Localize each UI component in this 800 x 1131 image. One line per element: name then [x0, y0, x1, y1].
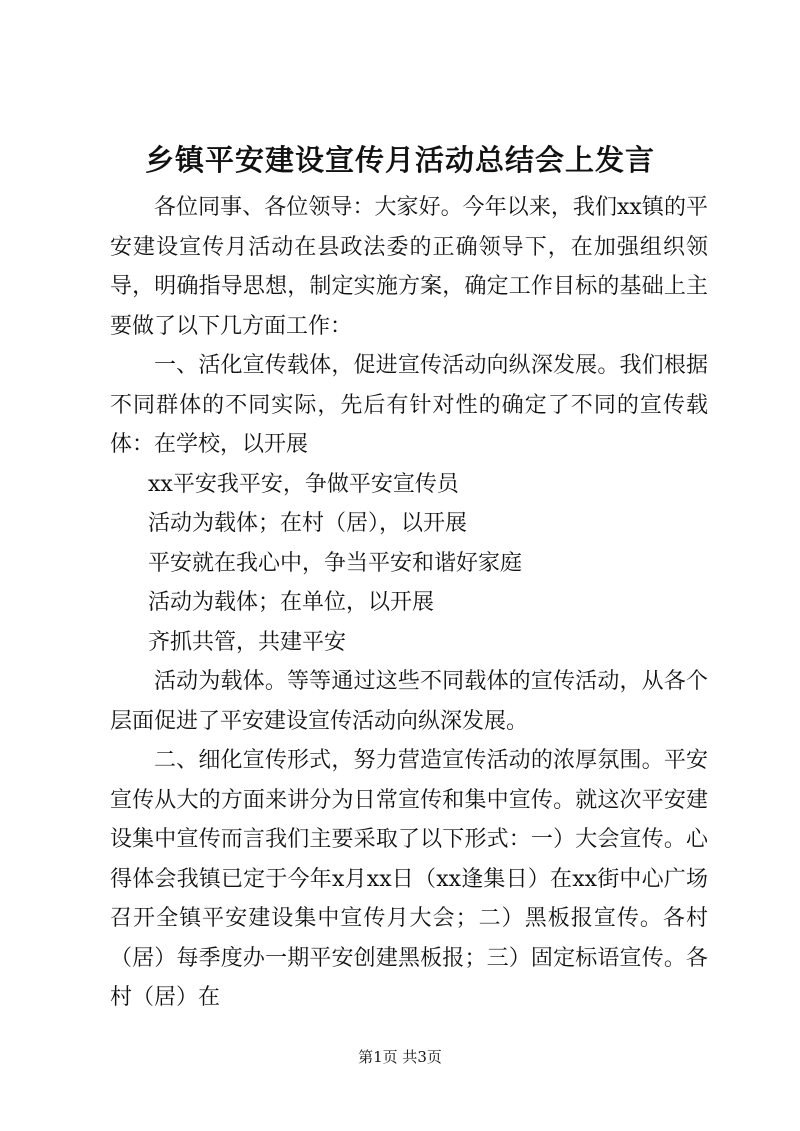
paragraph-section-one: 一、活化宣传载体，促进宣传活动向纵深发展。我们根据不同群体的不同实际，先后有针对性的确定了不同的宣传载体：在学校，以开展 [110, 353, 708, 457]
paragraph-greeting: 各位同事、各位领导：大家好。今年以来，我们xx镇的平安建设宣传月活动在县政法委的正确领导下，在加强组织领导，明确指导思想，制定实施方案，确定工作目标的基础上主要做了以下几方面工作： [110, 195, 708, 339]
document-body [110, 188, 708, 1018]
document-title: 乡镇平安建设宣传月活动总结会上发言 [144, 143, 655, 177]
text-line: 活动为载体；在村（居），以开展 [148, 511, 468, 536]
paragraph-section-one-conclusion: 活动为载体。等等通过这些不同载体的宣传活动，从各个层面促进了平安建设宣传活动向纵深发展。 [110, 669, 708, 734]
slogan-line: xx平安我平安，争做平安宣传员 [148, 471, 459, 497]
slogan-line: 齐抓共管，共建平安 [148, 629, 347, 655]
slogan-line: 平安就在我心中，争当平安和谐好家庭 [148, 550, 523, 576]
text-line: 活动为载体；在单位，以开展 [148, 590, 435, 615]
page-footer: 第1页 共3页 [358, 1048, 442, 1066]
paragraph-section-two: 二、细化宣传形式，努力营造宣传活动的浓厚氛围。平安宣传从大的方面来讲分为日常宣传和集中宣传。就这次平安建设集中宣传而言我们主要采取了以下形式：一）大会宣传。心得体会我镇已定于今年x月xx日（xx逢集日）在xx街中心广场召开全镇平安建设集中宣传月大会；二）黑板报宣传。各村（居）每季度办一期平安创建黑板报；三）固定标语宣传。各村（居）在 [110, 748, 708, 1010]
